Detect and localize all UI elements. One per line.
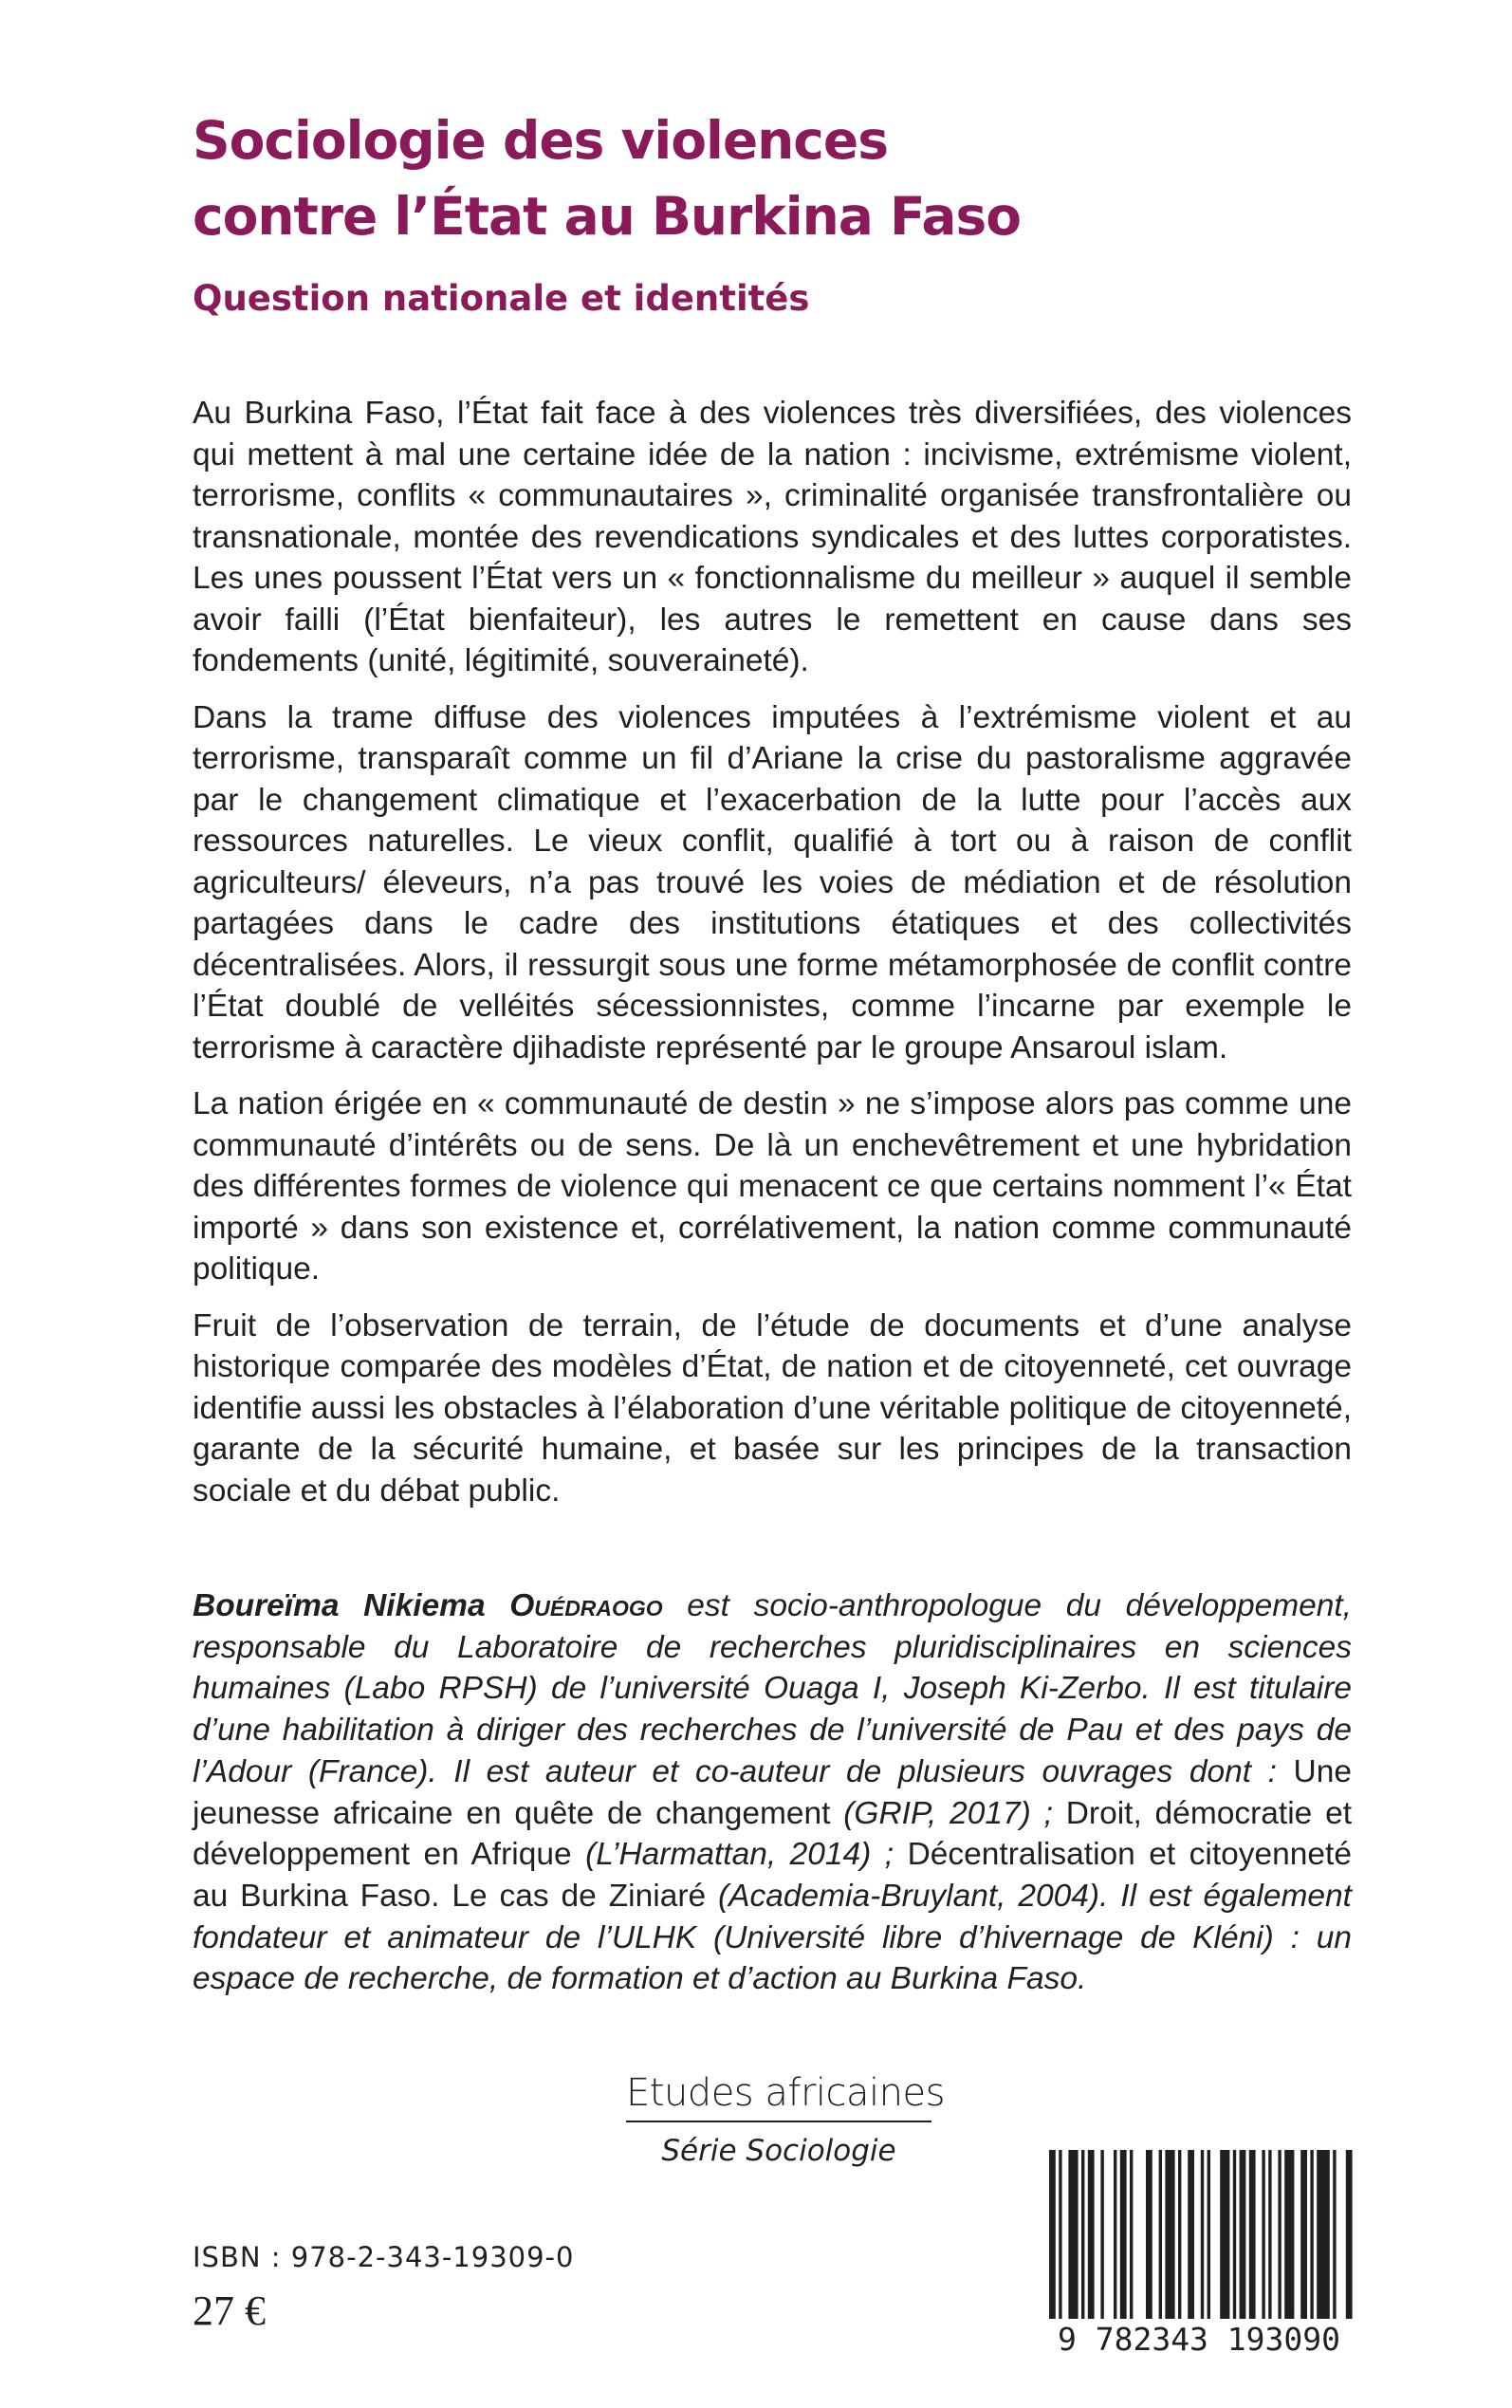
- barcode-bar: [1146, 2150, 1152, 2319]
- barcode-number: 9 782343 193090: [1057, 2321, 1340, 2358]
- author-first-name: Boureïma Nikiema: [193, 1588, 486, 1623]
- barcode-bar: [1130, 2150, 1133, 2319]
- barcode-bar: [1220, 2150, 1229, 2319]
- barcode-bar: [1333, 2150, 1336, 2319]
- book-title-line-1: Sociologie des violences: [193, 110, 888, 171]
- barcode-bar: [1317, 2150, 1330, 2319]
- barcode-bar: [1068, 2150, 1078, 2319]
- book-2-title: Droit, démocratie et développement en Afrique: [193, 1795, 1353, 1873]
- barcode-bar: [1178, 2150, 1181, 2319]
- book-3-title: Décentralisation et citoyenneté au Burkina Faso. Le cas de Ziniaré: [193, 1837, 1352, 1914]
- barcode-bar: [1114, 2150, 1116, 2319]
- barcode-bar: [1159, 2150, 1162, 2319]
- barcode: [1045, 2150, 1353, 2364]
- barcode-icon: [1045, 2150, 1353, 2325]
- barcode-bar: [1059, 2150, 1061, 2319]
- author-last-name: Ouédraogo: [509, 1588, 663, 1623]
- collection-divider: [626, 2121, 931, 2122]
- summary-paragraph-3: La nation érigée en « communauté de destin » ne s’impose alors pas comme une communauté d’intérêts ou de sens. De là un enchevêtrement et une hybridation des différentes formes de violence qui menacent ce que certains nomment l’« État importé » dans son existence et, corrélativement, la nation comme communauté politique.: [193, 1086, 1352, 1287]
- barcode-bar: [1240, 2150, 1246, 2319]
- summary-text: [193, 393, 1352, 1527]
- collection-serie: Série Sociologie: [661, 2134, 896, 2168]
- barcode-bar: [1284, 2150, 1294, 2319]
- barcode-bar: [1188, 2150, 1194, 2319]
- bio-outro: Il est également fondateur et animateur de l’ULHK (Université libre d’hivernage de Kléni) : un espace de recherche, de formation et d’action au Burkina Faso.: [193, 1878, 1352, 1997]
- barcode-bar: [1100, 2150, 1103, 2319]
- barcode-bar: [1262, 2150, 1264, 2319]
- book-title: [193, 102, 1021, 254]
- book-2-publisher: (L’Harmattan, 2014) ;: [571, 1837, 908, 1873]
- book-3-publisher: (Academia-Bruylant, 2004).: [706, 1878, 1109, 1914]
- summary-paragraph-2: Dans la trame diffuse des violences imputées à l’extrémisme violent et au terrorisme, transparaît comme un fil d’Ariane la crise du pastoralisme aggravée par le changement climatique et l’exacerbation de la lutte pour l’accès aux ressources naturelles. Le vieux conflit, qualifié à tort ou à raison de conflit agriculteurs/ éleveurs, n’a pas trouvé les voies de médiation et de résolution partagées dans le cadre des institutions étatiques et des collectivités décentralisées. Alors, il ressurgit sous une forme métamorphosée de conflit contre l’État doublé de velléités sécessionnistes, comme l’incarne par exemple le terrorisme à caractère djihadiste représenté par le groupe Ansaroul islam.: [193, 699, 1352, 1065]
- barcode-bar: [1165, 2150, 1174, 2319]
- barcode-bar: [1208, 2150, 1210, 2319]
- summary-paragraph-1: Au Burkina Faso, l’État fait face à des violences très diversifiées, des violences qui mettent à mal une certaine idée de la nation : incivisme, extrémisme violent, terrorisme, conflits « communautaires », criminalité organisée transfrontalière ou transnationale, montée des revendications syndicales et des luttes corporatistes. Les unes poussent l’État vers un « fonctionnalisme du meilleur » auquel il semble avoir failli (l’État bienfaiteur), les autres le remettent en cause dans ses fondements (unité, légitimité, souveraineté).: [193, 396, 1352, 678]
- barcode-bar: [1088, 2150, 1095, 2319]
- book-title-line-2: contre l’État au Burkina Faso: [193, 186, 1022, 247]
- barcode-bar: [1310, 2150, 1313, 2319]
- barcode-bar: [1081, 2150, 1084, 2319]
- book-1-title: Une jeunesse africaine en quête de changement: [193, 1753, 1352, 1831]
- barcode-bar: [1201, 2150, 1204, 2319]
- barcode-bar: [1346, 2150, 1353, 2319]
- summary-paragraph-4: Fruit de l’observation de terrain, de l’étude de documents et d’une analyse historique comparée des modèles d’État, de nation et de citoyenneté, cet ouvrage identifie aussi les obstacles à l’élaboration d’une véritable politique de citoyenneté, garante de la sécurité humaine, et basée sur les principes de la transaction sociale et du débat public.: [193, 1307, 1352, 1509]
- barcode-bar: [1120, 2150, 1127, 2319]
- collection-block: [626, 2069, 945, 2170]
- bio-intro: est socio-anthropologue du développement, responsable du Laboratoire de recherches pluridisciplinaires en sciences humaines (Labo RPSH) de l’université Ouaga I, Joseph Ki-Zerbo. Il est titulaire d’une habilitation à diriger des recherches de l’université de Pau et des pays de l’Adour (France). Il est auteur et co-auteur de plusieurs ouvrages dont :: [193, 1588, 1352, 1789]
- barcode-bar: [1278, 2150, 1281, 2319]
- barcode-bar: [1268, 2150, 1271, 2319]
- price: 27 €: [193, 2288, 266, 2334]
- book-1-publisher: (GRIP, 2017) ;: [830, 1795, 1066, 1831]
- barcode-bar: [1233, 2150, 1236, 2319]
- book-subtitle: Question nationale et identités: [193, 278, 810, 319]
- barcode-bar: [1249, 2150, 1256, 2319]
- barcode-bar: [1300, 2150, 1307, 2319]
- author-bio: [193, 1585, 1352, 2000]
- collection-name: Etudes africaines: [626, 2071, 945, 2115]
- isbn: ISBN : 978-2-343-19309-0: [193, 2241, 575, 2273]
- barcode-bar: [1049, 2150, 1056, 2319]
